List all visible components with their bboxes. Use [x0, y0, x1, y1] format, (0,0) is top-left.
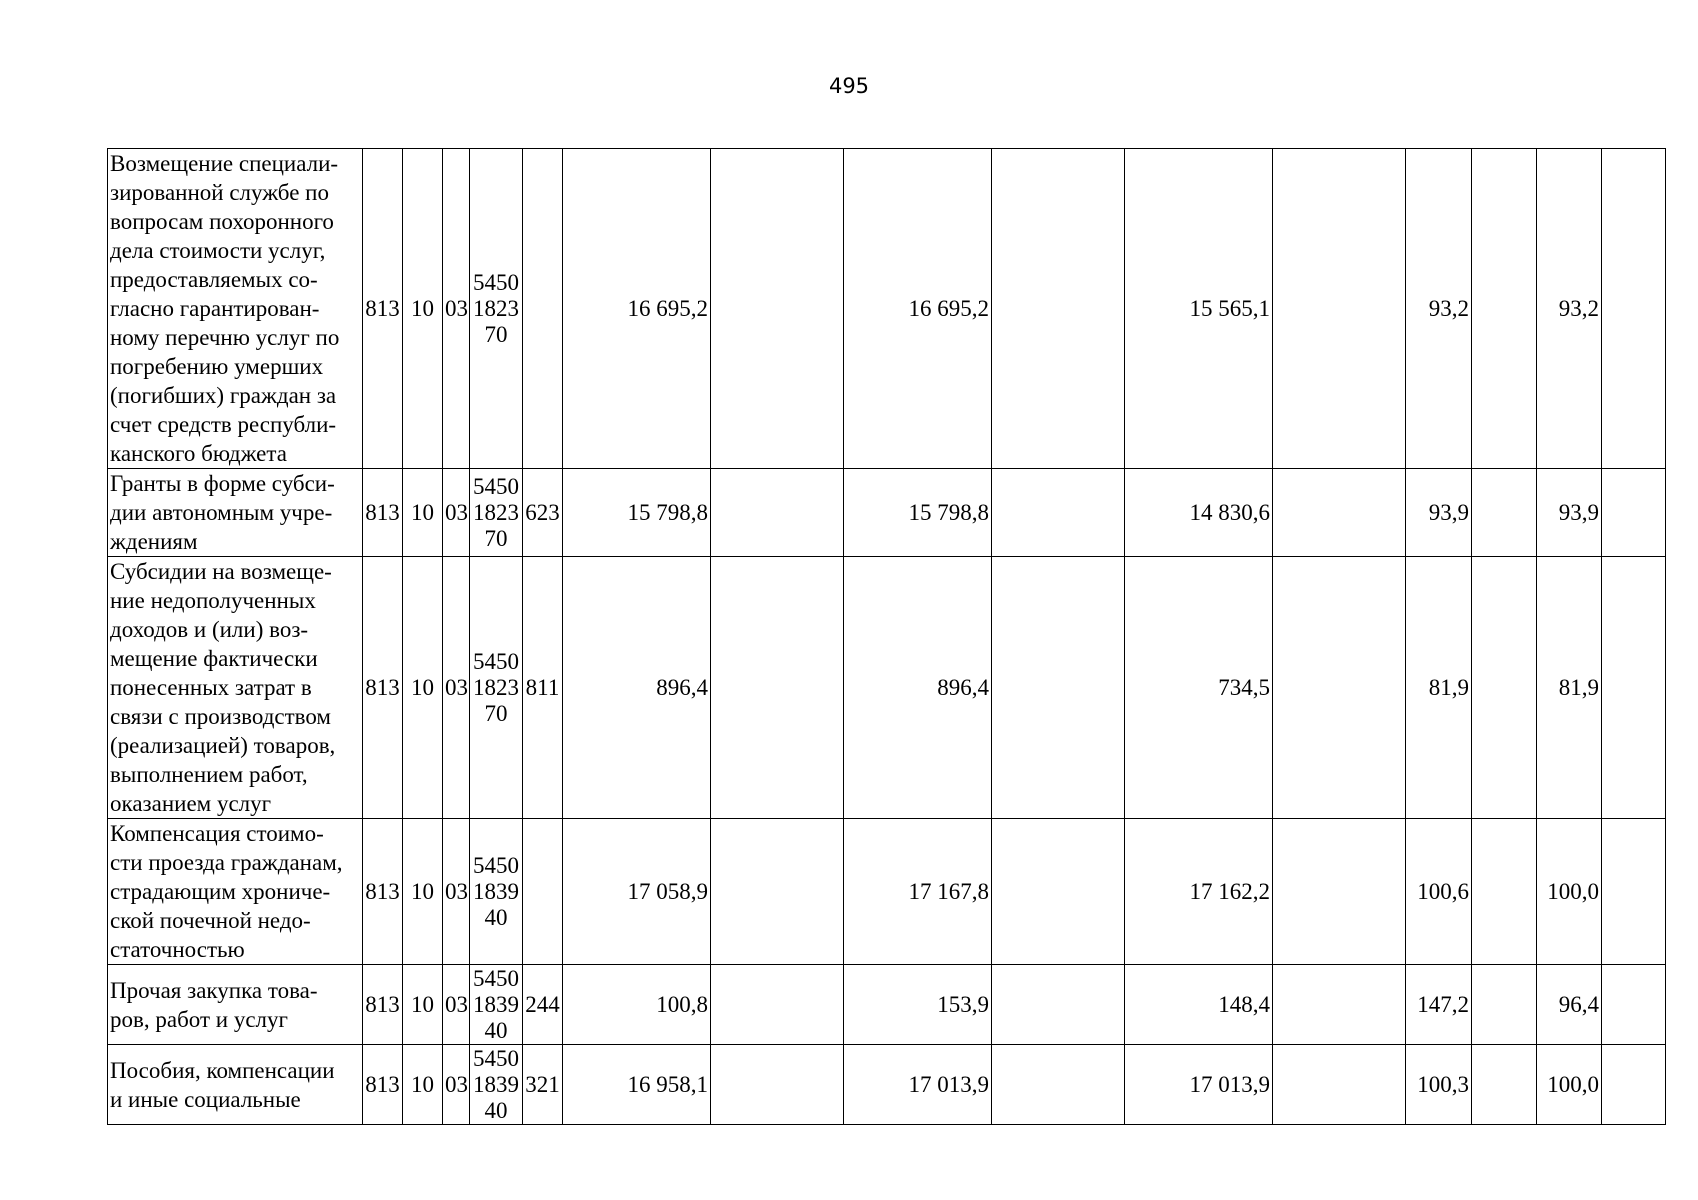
expense-type-code: 623	[523, 469, 563, 557]
empty-cell	[1602, 557, 1666, 819]
description-line: ской почечной недо-	[110, 908, 311, 933]
empty-cell	[711, 1045, 844, 1125]
description-line: страдающим хрониче-	[110, 879, 331, 904]
target-article-line: 70	[484, 700, 508, 726]
table-row	[108, 557, 1666, 819]
target-article-line: 70	[484, 525, 508, 551]
percent-of-approved: 93,9	[1406, 469, 1472, 557]
description-line: зированной службе по	[110, 180, 329, 205]
empty-cell	[1273, 469, 1406, 557]
subsection-code: 03	[443, 819, 470, 965]
amount-approved: 15 798,8	[563, 469, 711, 557]
empty-cell	[1273, 965, 1406, 1045]
target-article-line: 5450	[473, 648, 519, 674]
section-code: 10	[403, 965, 443, 1045]
target-article-line: 1839	[473, 878, 519, 904]
target-article-line: 5450	[473, 965, 519, 991]
department-code: 813	[363, 557, 403, 819]
description-line: Компенсация стоимо-	[110, 821, 324, 846]
empty-cell	[992, 819, 1125, 965]
budget-table	[107, 148, 1666, 1125]
row-description	[108, 1045, 363, 1125]
empty-cell	[711, 469, 844, 557]
empty-cell	[1472, 965, 1537, 1045]
expense-type-code	[523, 819, 563, 965]
table-row	[108, 819, 1666, 965]
description-line: ждениям	[110, 529, 198, 554]
amount-approved: 16 958,1	[563, 1045, 711, 1125]
target-article-line: 5450	[473, 473, 519, 499]
empty-cell	[1273, 557, 1406, 819]
empty-cell	[711, 965, 844, 1045]
empty-cell	[1602, 819, 1666, 965]
empty-cell	[1472, 819, 1537, 965]
empty-cell	[1472, 149, 1537, 469]
subsection-code: 03	[443, 557, 470, 819]
percent-of-revised: 96,4	[1537, 965, 1602, 1045]
percent-of-revised: 93,9	[1537, 469, 1602, 557]
department-code: 813	[363, 819, 403, 965]
description-line: доходов и (или) воз-	[110, 617, 309, 642]
empty-cell	[1602, 149, 1666, 469]
description-line: гласно гарантирован-	[110, 296, 320, 321]
table-body	[108, 149, 1666, 1125]
amount-executed: 14 830,6	[1125, 469, 1273, 557]
amount-approved: 17 058,9	[563, 819, 711, 965]
amount-executed: 17 162,2	[1125, 819, 1273, 965]
description-line: Пособия, компенсации	[110, 1057, 335, 1083]
description-line: Прочая закупка това-	[110, 977, 318, 1003]
amount-revised: 16 695,2	[844, 149, 992, 469]
percent-of-revised: 81,9	[1537, 557, 1602, 819]
target-article-line: 1839	[473, 991, 519, 1017]
target-article-code	[470, 1045, 523, 1125]
row-description	[108, 819, 363, 965]
row-description	[108, 965, 363, 1045]
empty-cell	[1273, 149, 1406, 469]
amount-approved: 16 695,2	[563, 149, 711, 469]
empty-cell	[992, 965, 1125, 1045]
table-row	[108, 469, 1666, 557]
target-article-line: 1823	[473, 674, 519, 700]
expense-type-code: 244	[523, 965, 563, 1045]
description-line: ров, работ и услуг	[110, 1006, 288, 1032]
description-line: дии автономным учре-	[110, 500, 333, 525]
percent-of-approved: 100,6	[1406, 819, 1472, 965]
department-code: 813	[363, 1045, 403, 1125]
expense-type-code: 811	[523, 557, 563, 819]
target-article-line: 5450	[473, 852, 519, 878]
percent-of-revised: 93,2	[1537, 149, 1602, 469]
row-description	[108, 469, 363, 557]
amount-approved: 896,4	[563, 557, 711, 819]
target-article-line: 5450	[473, 269, 519, 295]
amount-approved: 100,8	[563, 965, 711, 1045]
empty-cell	[1472, 1045, 1537, 1125]
expense-type-code	[523, 149, 563, 469]
amount-executed: 15 565,1	[1125, 149, 1273, 469]
row-description	[108, 557, 363, 819]
target-article-code	[470, 965, 523, 1045]
subsection-code: 03	[443, 965, 470, 1045]
target-article-line: 5450	[473, 1045, 519, 1071]
description-line: оказанием услуг	[110, 791, 272, 816]
section-code: 10	[403, 819, 443, 965]
percent-of-approved: 147,2	[1406, 965, 1472, 1045]
description-line: (реализацией) товаров,	[110, 733, 336, 758]
department-code: 813	[363, 149, 403, 469]
target-article-line: 1823	[473, 295, 519, 321]
description-line: погребению умерших	[110, 354, 324, 379]
empty-cell	[1273, 819, 1406, 965]
empty-cell	[711, 557, 844, 819]
amount-revised: 17 167,8	[844, 819, 992, 965]
table-row	[108, 965, 1666, 1045]
target-article-line: 1839	[473, 1071, 519, 1097]
description-line: счет средств республи-	[110, 412, 337, 437]
description-line: Возмещение специали-	[110, 151, 339, 176]
description-line: дела стоимости услуг,	[110, 238, 326, 263]
description-line: ному перечню услуг по	[110, 325, 340, 350]
section-code: 10	[403, 469, 443, 557]
description-line: статочностью	[110, 937, 245, 962]
description-line: связи с производством	[110, 704, 331, 729]
empty-cell	[992, 149, 1125, 469]
row-description	[108, 149, 363, 469]
description-line: Гранты в форме субси-	[110, 471, 335, 496]
target-article-line: 1823	[473, 499, 519, 525]
amount-revised: 896,4	[844, 557, 992, 819]
amount-executed: 148,4	[1125, 965, 1273, 1045]
empty-cell	[1472, 557, 1537, 819]
description-line: сти проезда гражданам,	[110, 850, 343, 875]
percent-of-revised: 100,0	[1537, 819, 1602, 965]
target-article-code	[470, 557, 523, 819]
empty-cell	[711, 149, 844, 469]
amount-revised: 153,9	[844, 965, 992, 1045]
target-article-code	[470, 149, 523, 469]
description-line: предоставляемых со-	[110, 267, 318, 292]
amount-executed: 17 013,9	[1125, 1045, 1273, 1125]
description-line: Субсидии на возмеще-	[110, 559, 332, 584]
target-article-line: 40	[484, 1017, 508, 1043]
target-article-line: 40	[484, 1097, 508, 1123]
target-article-code	[470, 469, 523, 557]
empty-cell	[992, 557, 1125, 819]
empty-cell	[1602, 469, 1666, 557]
empty-cell	[992, 1045, 1125, 1125]
empty-cell	[1602, 965, 1666, 1045]
table-row	[108, 1045, 1666, 1125]
target-article-line: 70	[484, 321, 508, 347]
empty-cell	[711, 819, 844, 965]
table-row	[108, 149, 1666, 469]
empty-cell	[1602, 1045, 1666, 1125]
subsection-code: 03	[443, 469, 470, 557]
department-code: 813	[363, 469, 403, 557]
description-line: мещение фактически	[110, 646, 318, 671]
description-line: канского бюджета	[110, 441, 287, 466]
description-line: выполнением работ,	[110, 762, 308, 787]
description-line: вопросам похоронного	[110, 209, 334, 234]
expense-type-code: 321	[523, 1045, 563, 1125]
description-line: (погибших) граждан за	[110, 383, 337, 408]
empty-cell	[1273, 1045, 1406, 1125]
amount-revised: 15 798,8	[844, 469, 992, 557]
percent-of-approved: 100,3	[1406, 1045, 1472, 1125]
empty-cell	[992, 469, 1125, 557]
empty-cell	[1472, 469, 1537, 557]
section-code: 10	[403, 557, 443, 819]
percent-of-approved: 93,2	[1406, 149, 1472, 469]
target-article-code	[470, 819, 523, 965]
amount-revised: 17 013,9	[844, 1045, 992, 1125]
section-code: 10	[403, 1045, 443, 1125]
percent-of-revised: 100,0	[1537, 1045, 1602, 1125]
amount-executed: 734,5	[1125, 557, 1273, 819]
page-number: 495	[828, 74, 870, 98]
percent-of-approved: 81,9	[1406, 557, 1472, 819]
subsection-code: 03	[443, 149, 470, 469]
description-line: и иные социальные	[110, 1086, 301, 1112]
subsection-code: 03	[443, 1045, 470, 1125]
description-line: понесенных затрат в	[110, 675, 312, 700]
section-code: 10	[403, 149, 443, 469]
description-line: ние недополученных	[110, 588, 316, 613]
department-code: 813	[363, 965, 403, 1045]
target-article-line: 40	[484, 904, 508, 930]
